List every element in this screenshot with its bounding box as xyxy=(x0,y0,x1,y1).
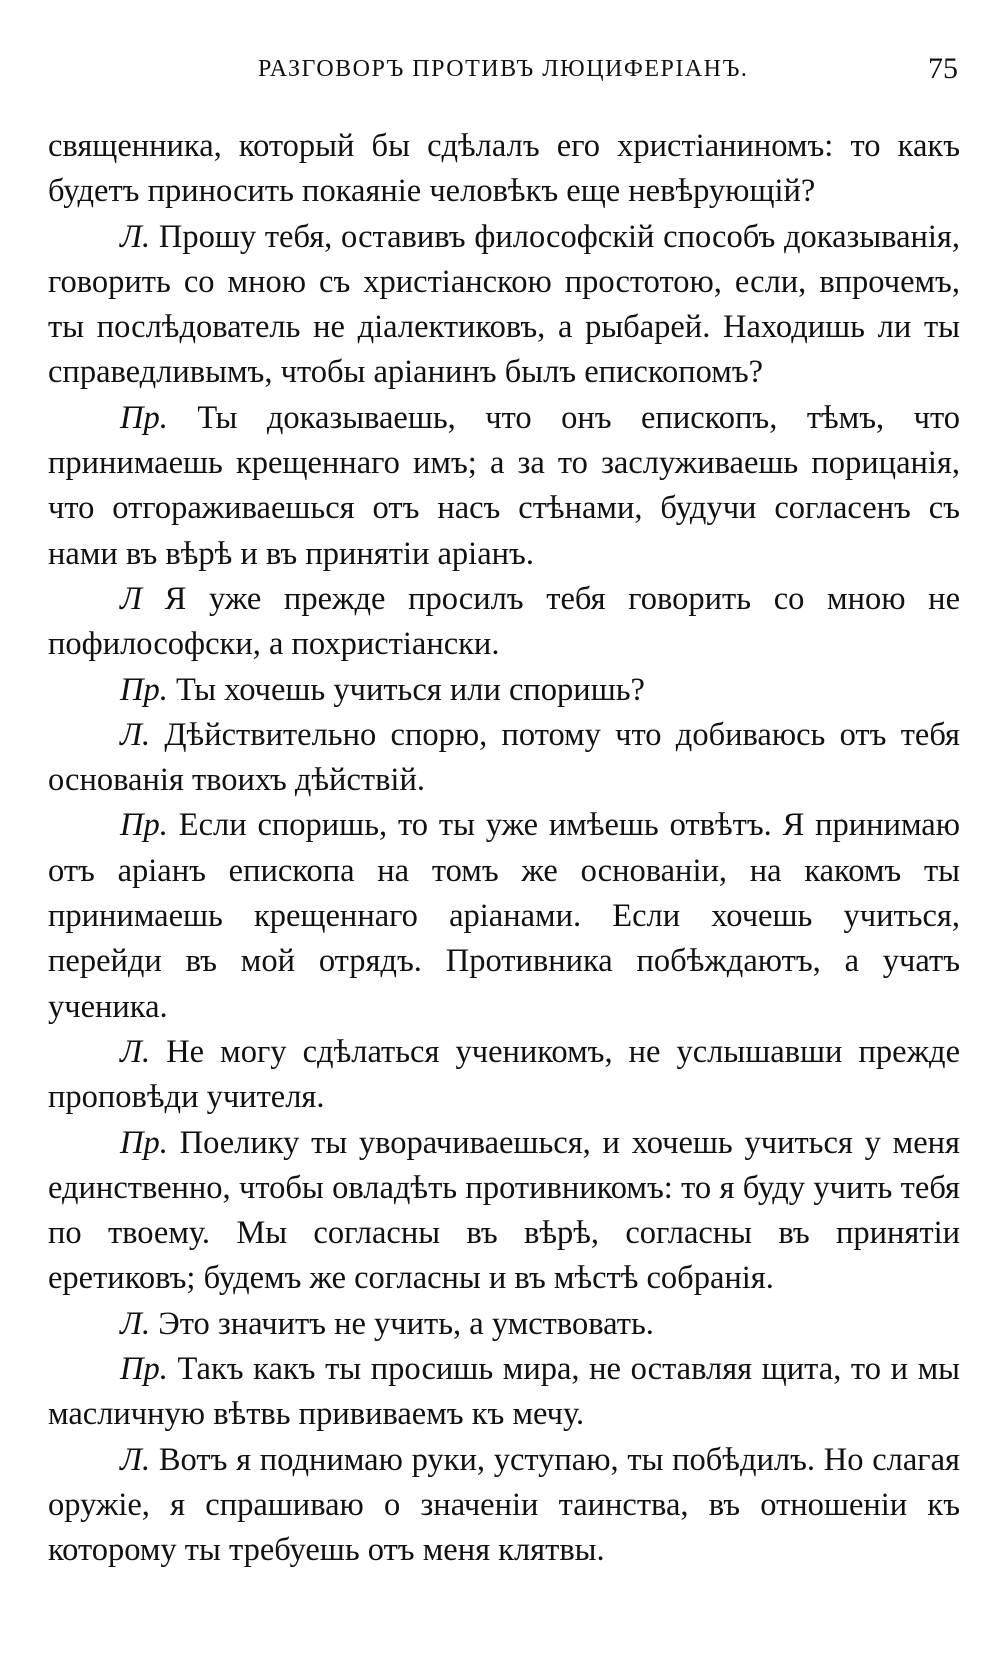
page-header xyxy=(48,48,960,92)
dialogue-paragraph xyxy=(48,668,960,713)
speaker-label: Пр. xyxy=(120,1124,168,1161)
paragraph-text: Вотъ я поднимаю руки, уступаю, ты побѣдилъ. Но слагая оружіе, я спрашиваю о значеніи таинства, въ отношеніи къ которому ты требуешь отъ меня клятвы. xyxy=(48,1441,960,1569)
page-number: 75 xyxy=(928,52,958,85)
dialogue-paragraph xyxy=(48,396,960,577)
speaker-label: Л. xyxy=(120,716,151,753)
speaker-label: Л. xyxy=(120,1305,151,1342)
dialogue-paragraph xyxy=(48,1347,960,1438)
paragraph-text: Поелику ты уворачиваешься, и хочешь учиться у меня единственно, чтобы овладѣть противникомъ: то я буду учить тебя по твоему. Мы согласны въ вѣрѣ, согласны въ принятіи еретиковъ; будемъ же согласны и въ мѣстѣ собранія. xyxy=(48,1124,960,1297)
speaker-label: Пр. xyxy=(120,807,168,844)
body-text xyxy=(48,124,960,1574)
dialogue-paragraph xyxy=(48,1302,960,1347)
dialogue-paragraph xyxy=(48,1121,960,1302)
paragraph-text: Ты хочешь учиться или споришь? xyxy=(175,671,645,708)
speaker-label: Пр. xyxy=(120,399,168,436)
speaker-label: Л xyxy=(120,580,143,617)
paragraph-continuation xyxy=(48,124,960,215)
dialogue-paragraph xyxy=(48,577,960,668)
paragraph-text: Прошу тебя, оставивъ философскій способъ доказыванія, говорить со мною съ христіанскою простотою, если, впрочемъ, ты послѣдователь не діалектиковъ, а рыбарей. Находишь ли ты справедливымъ, чтобы аріанинъ былъ епископомъ? xyxy=(48,218,960,391)
paragraph-text: священника, который бы сдѣлалъ его христіаниномъ: то какъ будетъ приносить покаяніе человѣкъ еще невѣрующій? xyxy=(48,128,960,210)
speaker-label: Пр. xyxy=(120,1351,168,1388)
paragraph-text: Такъ какъ ты просишь мира, не оставляя щита, то и мы масличную вѣтвь прививаемъ къ мечу. xyxy=(48,1351,960,1433)
paragraph-text: Я уже прежде просилъ тебя говорить со мною не пофилософски, а похристіански. xyxy=(48,580,960,663)
dialogue-paragraph xyxy=(48,803,960,1029)
speaker-label: Л. xyxy=(120,218,151,255)
paragraph-text: Дѣйствительно спорю, потому что добиваюсь отъ тебя основанія твоихъ дѣйствій. xyxy=(48,716,960,799)
paragraph-text: Если споришь, то ты уже имѣешь отвѣтъ. Я принимаю отъ аріанъ епископа на томъ же основаніи, на какомъ ты принимаешь крещеннаго аріанами. Если хочешь учиться, перейди въ мой отрядъ. Противника побѣждаютъ, а учатъ ученика. xyxy=(48,807,961,1025)
speaker-label: Л. xyxy=(120,1441,151,1478)
paragraph-text: Не могу сдѣлаться ученикомъ, не услышавши прежде проповѣди учителя. xyxy=(48,1033,960,1116)
dialogue-paragraph xyxy=(48,1030,960,1121)
speaker-label: Л. xyxy=(120,1033,151,1070)
dialogue-paragraph xyxy=(48,713,960,804)
speaker-label: Пр. xyxy=(120,671,168,708)
book-page xyxy=(48,48,960,1574)
dialogue-paragraph xyxy=(48,215,960,396)
paragraph-text: Это значитъ не учить, а умствовать. xyxy=(158,1305,654,1342)
paragraph-text: Ты доказываешь, что онъ епископъ, тѣмъ, что принимаешь крещеннаго имъ; а за то заслуживаешь порицанія, что отгораживаешься отъ насъ стѣнами, будучи согласенъ съ нами въ вѣрѣ и въ принятіи аріанъ. xyxy=(48,399,961,572)
dialogue-paragraph xyxy=(48,1438,960,1574)
running-title: РАЗГОВОРЪ ПРОТИВЪ ЛЮЦИФЕРІАНЪ. xyxy=(258,56,749,82)
